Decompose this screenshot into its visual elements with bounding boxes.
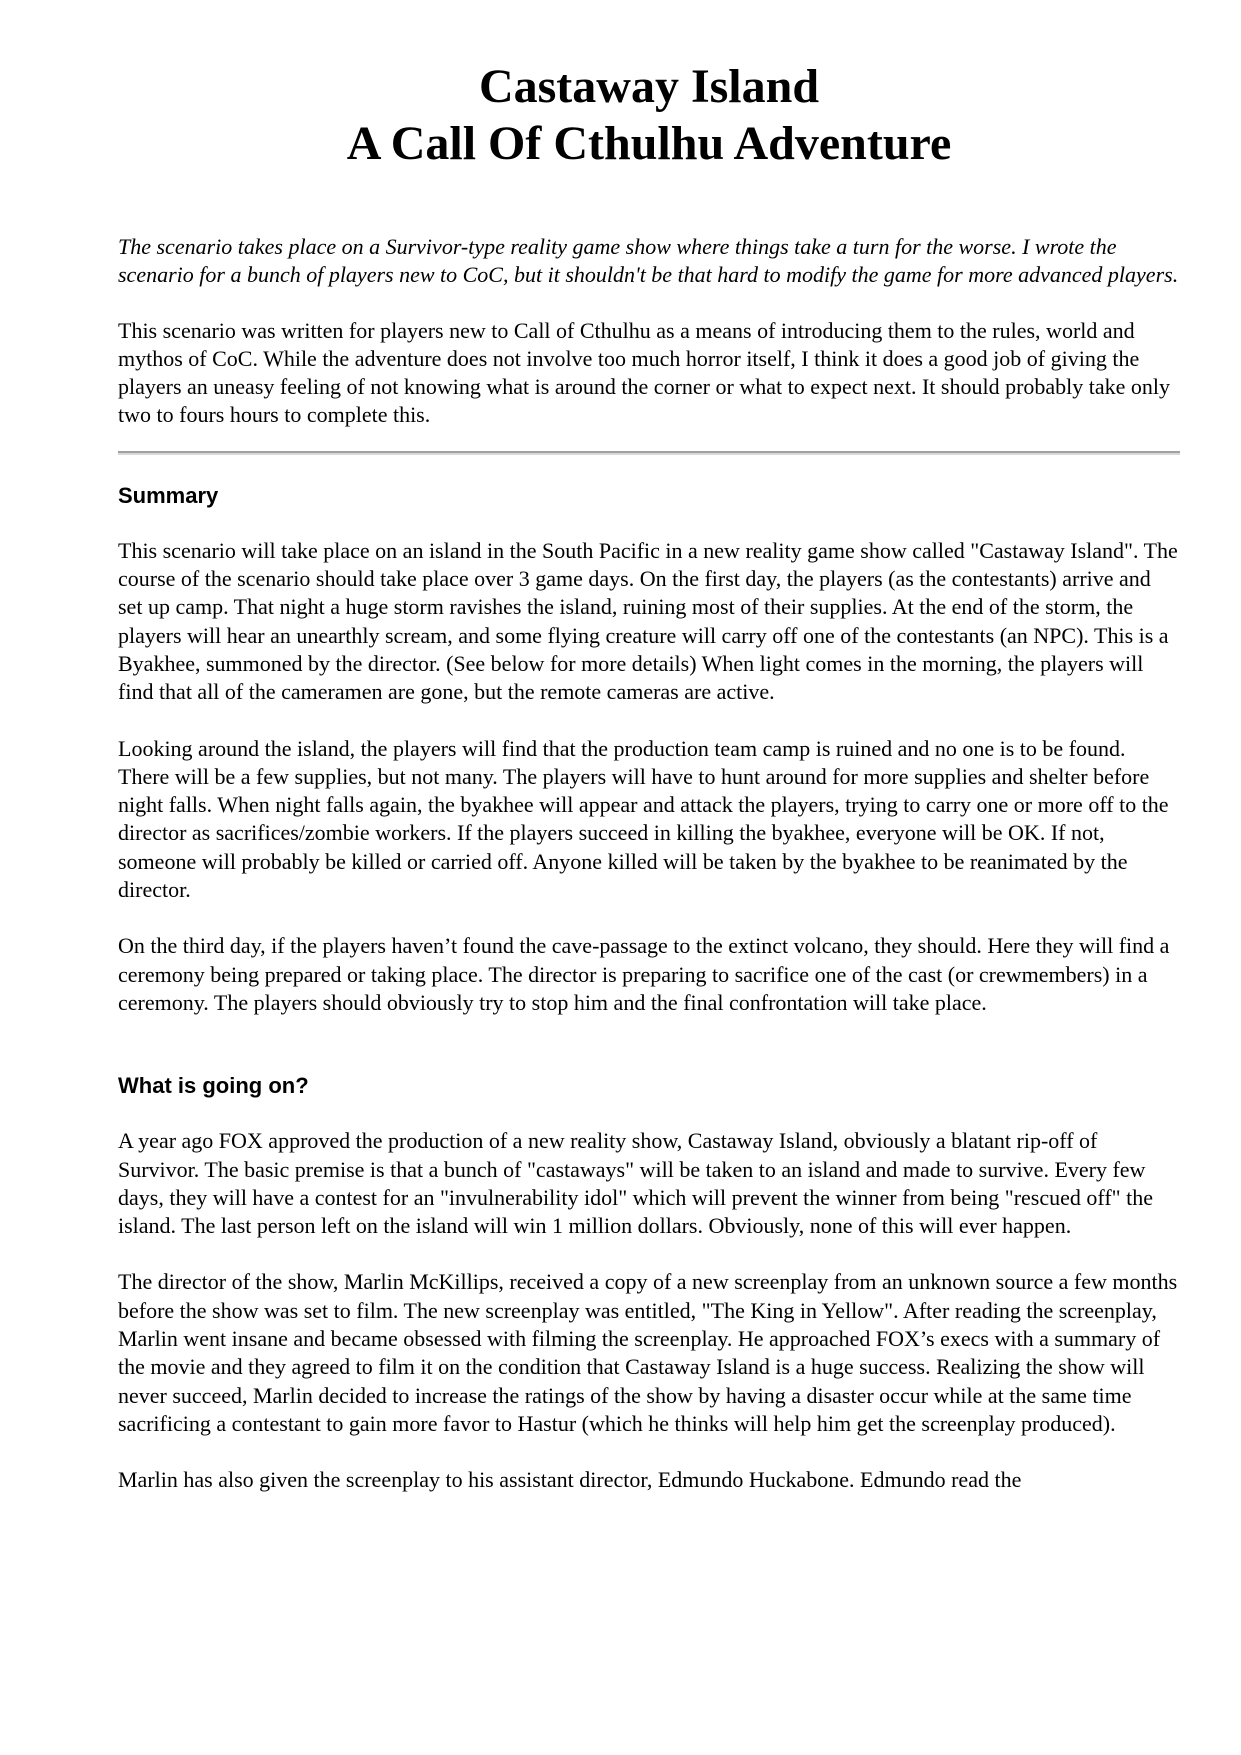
intro-italic-paragraph: The scenario takes place on a Survivor-type reality game show where things take a turn for the worse. I wrote the scenario for a bunch of players new to CoC, but it shouldn't be that hard to modify the game for more advanced players.: [118, 234, 1179, 288]
going-on-paragraph-1: A year ago FOX approved the production of a new reality show, Castaway Island, obviously a blatant rip-off of Survivor. The basic premise is that a bunch of "castaways" will be taken to an island and made to survive. Every few days, they will have a contest for an "invulnerability idol" which will prevent the winner from being "rescued off" the island. The last person left on the island will win 1 million dollars. Obviously, none of this will ever happen.: [118, 1128, 1154, 1239]
what-is-going-on-heading: What is going on?: [118, 1073, 309, 1099]
going-on-paragraph-3: Marlin has also given the screenplay to his assistant director, Edmundo Huckabone. Edmundo read the: [118, 1467, 1022, 1493]
document-page: [118, 58, 1180, 1495]
title-line-1: Castaway Island: [478, 60, 820, 113]
title-line-2: A Call Of Cthulhu Adventure: [346, 117, 952, 170]
page-title: [118, 58, 1180, 172]
horizontal-rule: [118, 451, 1180, 455]
going-on-paragraph-2: The director of the show, Marlin McKillips, received a copy of a new screenplay from an unknown source a few months before the show was set to film. The new screenplay was entitled, "The King in Yellow". After reading the screenplay, Marlin went insane and became obsessed with filming the screenplay. He approached FOX’s execs with a summary of the movie and they agreed to film it on the condition that Castaway Island is a huge success. Realizing the show will never succeed, Marlin decided to increase the ratings of the show by having a disaster occur while at the same time sacrificing a contestant to gain more favor to Hastur (which he thinks will help him get the screenplay produced).: [118, 1269, 1178, 1436]
intro-paragraph: This scenario was written for players new to Call of Cthulhu as a means of introducing them to the rules, world and mythos of CoC. While the adventure does not involve too much horror itself, I think it does a good job of giving the players an uneasy feeling of not knowing what is around the corner or what to expect next. It should probably take only two to fours hours to complete this.: [118, 317, 1171, 428]
summary-paragraph-2: Looking around the island, the players will find that the production team camp is ruined and no one is to be found. There will be a few supplies, but not many. The players will have to hunt around for more supplies and shelter before night falls. When night falls again, the byakhee will appear and attack the players, trying to carry one or more off to the director as sacrifices/zombie workers. If the players succeed in killing the byakhee, everyone will be OK. If not, someone will probably be killed or carried off. Anyone killed will be taken by the byakhee to be reanimated by the director.: [118, 735, 1169, 903]
summary-heading: Summary: [118, 482, 219, 508]
summary-paragraph-1: This scenario will take place on an island in the South Pacific in a new reality game show called "Castaway Island". The course of the scenario should take place over 3 game days. On the first day, the players (as the contestants) arrive and set up camp. That night a huge storm ravishes the island, ruining most of their supplies. At the end of the storm, the players will hear an unearthly scream, and some flying creature will carry off one of the contestants (an NPC). This is a Byakhee, summoned by the director. (See below for more details) When light comes in the morning, the players will find that all of the cameramen are gone, but the remote cameras are active.: [118, 537, 1178, 705]
summary-paragraph-3: On the third day, if the players haven’t found the cave-passage to the extinct volcano, they should. Here they will find a ceremony being prepared or taking place. The director is preparing to sacrifice one of the cast (or crewmembers) in a ceremony. The players should obviously try to stop him and the final confrontation will take place.: [118, 933, 1170, 1015]
